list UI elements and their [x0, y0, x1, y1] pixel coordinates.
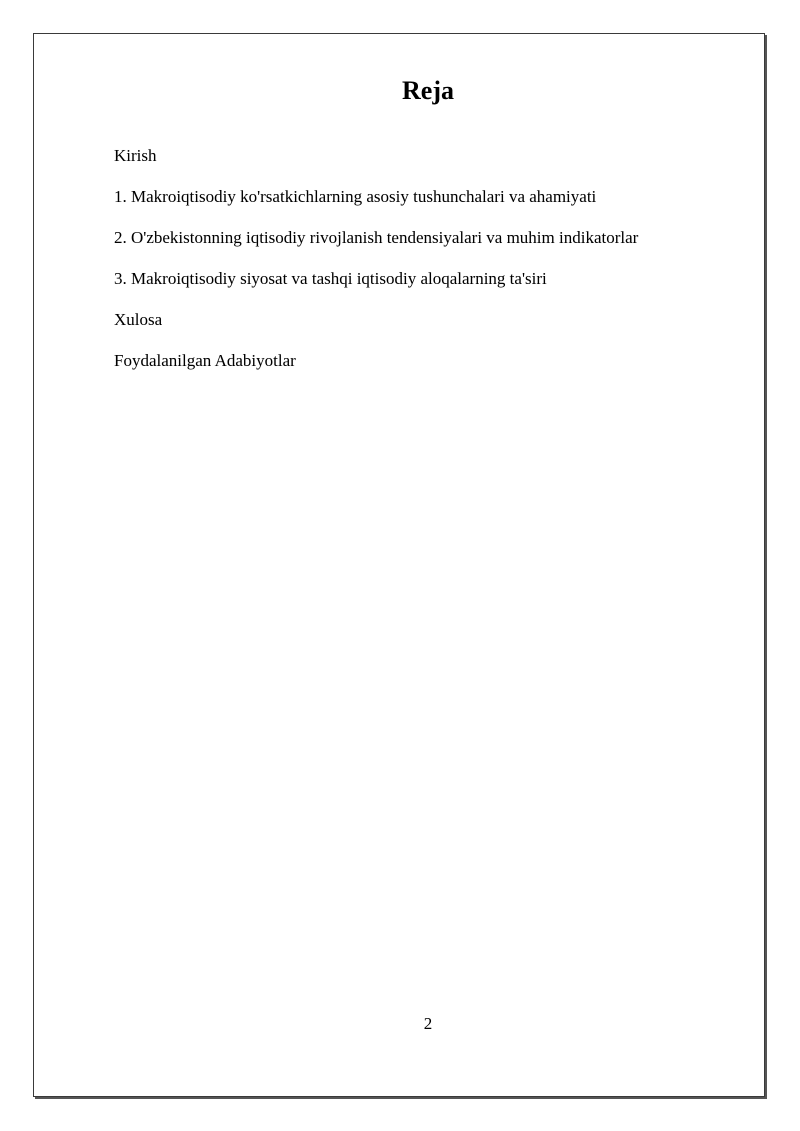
toc-item-conclusion: Xulosa	[114, 310, 163, 329]
document-title: Reja	[402, 76, 454, 105]
toc-item-references: Foydalanilgan Adabiyotlar	[114, 351, 296, 370]
toc-item-chapter-3: 3. Makroiqtisodiy siyosat va tashqi iqtisodiy aloqalarning ta'siri	[114, 269, 547, 288]
page-number: 2	[423, 1014, 433, 1033]
toc-item-introduction: Kirish	[114, 146, 157, 165]
toc-item-chapter-2: 2. O'zbekistonning iqtisodiy rivojlanish tendensiyalari va muhim indikatorlar	[114, 228, 639, 247]
table-of-contents	[114, 146, 638, 392]
toc-item-chapter-1: 1. Makroiqtisodiy ko'rsatkichlarning asosiy tushunchalari va ahamiyati	[114, 187, 597, 206]
